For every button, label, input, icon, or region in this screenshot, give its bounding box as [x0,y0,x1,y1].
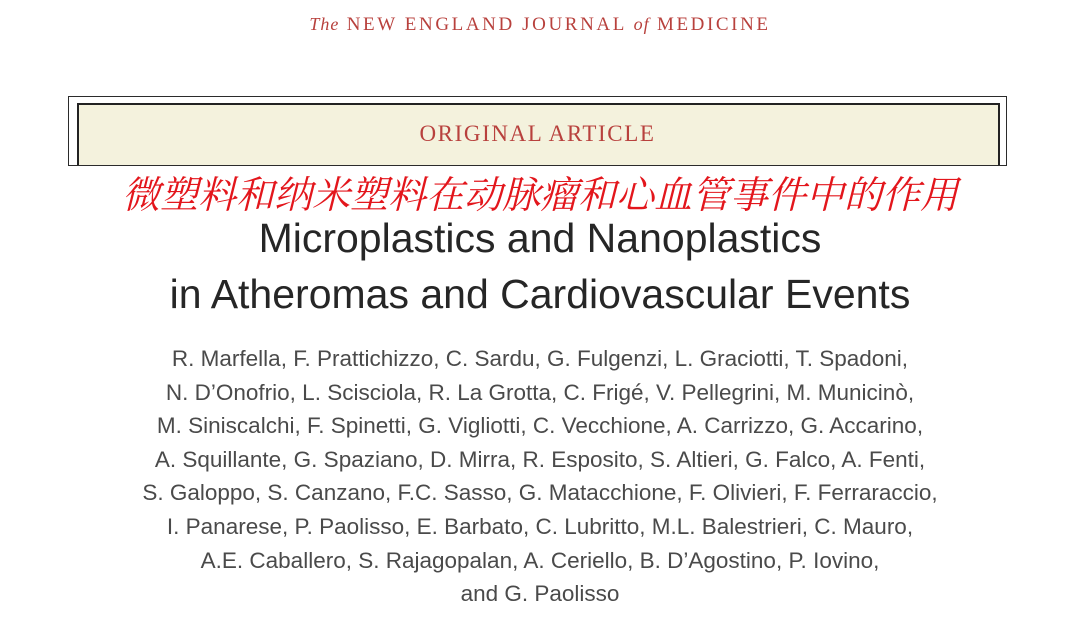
masthead-the: The [309,14,340,34]
author-line-6: I. Panarese, P. Paolisso, E. Barbato, C. Lubritto, M.L. Balestrieri, C. Mauro, [166,513,914,539]
author-line-8: and G. Paolisso [460,581,620,607]
masthead-of: of [633,14,650,34]
author-list [0,342,1080,611]
author-line-4: A. Squillante, G. Spaziano, D. Mirra, R. Esposito, S. Altieri, G. Falco, A. Fenti, [154,446,926,472]
chinese-caption-overlay: 微塑料和纳米塑料在动脉瘤和心血管事件中的作用 [121,173,958,217]
author-line-1: R. Marfella, F. Prattichizzo, C. Sardu, G. Fulgenzi, L. Graciotti, T. Spadoni, [171,346,909,371]
title-line-2: in Atheromas and Cardiovascular Events [169,271,911,317]
masthead-name-part1: NEW ENGLAND JOURNAL [346,14,627,35]
author-line-7: A.E. Caballero, S. Rajagopalan, A. Ceriello, B. D’Agostino, P. Iovino, [200,547,880,573]
author-line-5: S. Galoppo, S. Canzano, F.C. Sasso, G. Matacchione, F. Olivieri, F. Ferraraccio, [142,480,938,506]
journal-masthead [0,14,1080,36]
article-type-label: ORIGINAL ARTICLE [419,121,656,146]
article-type-banner [68,96,1007,166]
masthead-name-part2: MEDICINE [656,14,771,35]
title-line-1: Microplastics and Nanoplastics [258,215,822,261]
article-title [0,210,1080,322]
author-line-2: N. D’Onofrio, L. Scisciola, R. La Grotta, C. Frigé, V. Pellegrini, M. Municinò, [165,379,915,405]
author-line-3: M. Siniscalchi, F. Spinetti, G. Vigliotti, C. Vecchione, A. Carrizzo, G. Accarino, [156,413,924,439]
